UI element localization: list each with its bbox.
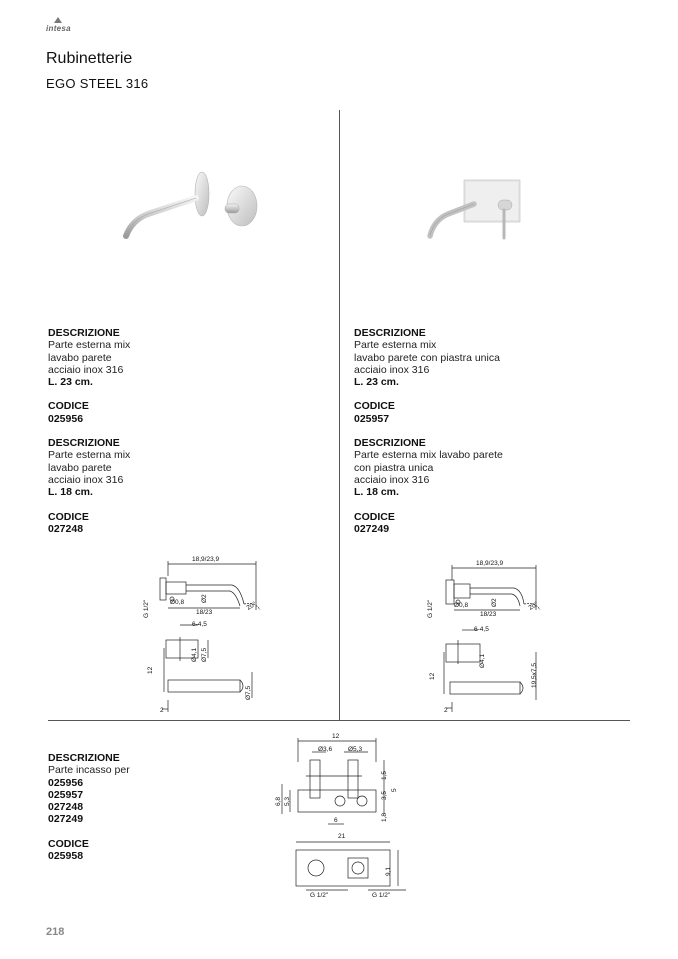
- description-line: Parte esterna mix: [48, 449, 131, 462]
- description-line: acciaio inox 316: [354, 363, 430, 376]
- code-label: CODICE: [48, 510, 89, 523]
- product-code: 027248: [48, 522, 84, 535]
- dim-base: 2: [160, 707, 164, 714]
- dim-d2: Ø2: [201, 594, 208, 603]
- product-image-right: [418, 160, 558, 270]
- description-line: Parte esterna mix lavabo parete: [354, 449, 503, 462]
- description-line: Parte esterna mix: [354, 339, 437, 352]
- product-code: 027249: [354, 522, 390, 535]
- compatible-code: 027248: [48, 801, 84, 814]
- dim-d1: Ø0,8: [170, 599, 185, 606]
- dim-top: 6-4,5: [192, 621, 207, 628]
- code-label: CODICE: [354, 400, 395, 413]
- dim-r2: 3,5: [381, 790, 388, 800]
- description-label: DESCRIZIONE: [48, 327, 120, 339]
- technical-drawing-left: [140, 552, 270, 717]
- dim-inner: 18/23: [196, 609, 213, 616]
- length-value: L. 18 cm.: [48, 486, 93, 499]
- page-title: Rubinetterie: [46, 50, 133, 67]
- dim-inner: 18/23: [480, 611, 497, 618]
- dim-w: 12: [332, 733, 340, 740]
- dim-t1: G 1/2": [310, 892, 329, 899]
- description-line: lavabo parete: [48, 461, 112, 474]
- technical-drawing-right: [424, 556, 554, 716]
- description-line: acciaio inox 316: [48, 363, 124, 376]
- collection-title: EGO STEEL 316: [46, 76, 149, 91]
- dim-angle: 20°: [245, 600, 258, 612]
- code-label: CODICE: [48, 837, 89, 850]
- dim-d2b: Ø4,1: [191, 647, 198, 662]
- dim-angle: 20°: [527, 600, 540, 612]
- description-line: con piastra unica: [354, 461, 434, 474]
- dim-r4: 1,8: [381, 812, 388, 822]
- dim-d1: Ø3,6: [318, 746, 333, 753]
- description-line: Parte esterna mix: [48, 339, 131, 352]
- dim-d3: 19,5x7,5: [531, 663, 538, 688]
- dim-d1: Ø0,8: [454, 602, 469, 609]
- technical-drawing-bottom: [272, 732, 412, 904]
- description-label: DESCRIZIONE: [354, 327, 426, 339]
- compatible-code: 027249: [48, 813, 84, 826]
- dim-t2: G 1/2": [372, 892, 391, 899]
- horizontal-divider: [48, 720, 630, 721]
- description-line: acciaio inox 316: [48, 473, 124, 486]
- description-line: acciaio inox 316: [354, 473, 430, 486]
- description-line: Parte incasso per: [48, 764, 130, 777]
- description-line: lavabo parete: [48, 351, 112, 364]
- dim-top: 6-4,5: [474, 626, 489, 633]
- code-label: CODICE: [48, 400, 89, 413]
- product-code: 025957: [354, 412, 390, 425]
- length-value: L. 23 cm.: [48, 376, 93, 389]
- dim-total: 18,9/23,9: [192, 556, 220, 563]
- code-label: CODICE: [354, 510, 395, 523]
- page-number: 218: [46, 926, 65, 938]
- brand-logo-icon: [53, 16, 63, 24]
- dim-r3: 5: [391, 788, 398, 792]
- product-code: 025958: [48, 850, 84, 863]
- dim-d2b: Ø4,1: [479, 653, 486, 668]
- dim-thread: G 1/2": [427, 599, 434, 618]
- vertical-divider: [339, 110, 340, 720]
- bottom-product-info: [48, 752, 130, 862]
- dim-r1: 1,5: [381, 770, 388, 780]
- dim-total: 18,9/23,9: [476, 560, 504, 567]
- product-image-left: [108, 140, 308, 280]
- dim-d2: Ø2: [491, 598, 498, 607]
- dim-h1: 6,8: [275, 796, 282, 806]
- brand-logo: intesa: [46, 24, 71, 33]
- description-label: DESCRIZIONE: [48, 752, 120, 764]
- dim-mid: 6: [334, 817, 338, 824]
- dim-h: 9,1: [385, 866, 392, 876]
- compatible-code: 025956: [48, 776, 84, 789]
- dim-h: 12: [429, 672, 436, 680]
- length-value: L. 18 cm.: [354, 486, 399, 499]
- dim-w2: 21: [338, 833, 346, 840]
- dim-h2: 5,3: [284, 796, 291, 806]
- dim-h: 12: [147, 666, 154, 674]
- dim-d3: Ø7,5: [245, 685, 252, 700]
- dim-base: 2: [444, 707, 448, 714]
- left-product-info: [48, 327, 130, 535]
- dim-thread: G 1/2": [143, 599, 150, 618]
- product-code: 025956: [48, 412, 84, 425]
- right-product-info: [354, 327, 503, 535]
- description-label: DESCRIZIONE: [354, 437, 426, 450]
- description-label: DESCRIZIONE: [48, 437, 120, 450]
- compatible-code: 025957: [48, 788, 84, 801]
- length-value: L. 23 cm.: [354, 376, 399, 389]
- dim-d2: Ø5,3: [348, 746, 363, 753]
- description-line: lavabo parete con piastra unica: [354, 351, 500, 364]
- dim-d1b: Ø7,5: [201, 647, 208, 662]
